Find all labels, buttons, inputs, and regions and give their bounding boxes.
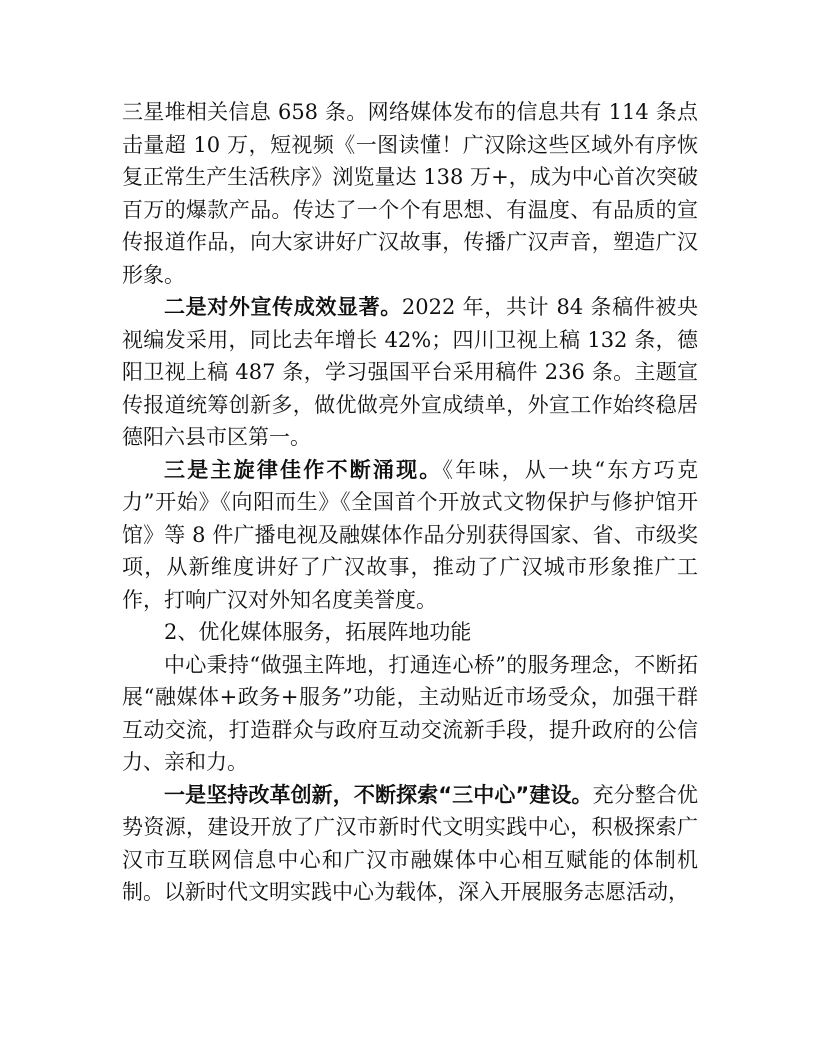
paragraph-1 [122,96,698,291]
section-heading [122,616,698,649]
paragraph-1-text: 三星堆相关信息 658 条。网络媒体发布的信息共有 114 条点击量超 10 万，短视频《一图读懂！广汉除这些区域外有序恢复正常生产生活秩序》浏览量达 138 万+，成为中心首次突破百万的爆款产品。传达了一个个有思想、有温度、有品质的宣传报道作品，向大家讲好广汉故事，传播广汉声音，塑造广汉形象。 [122,100,698,287]
section-heading-text: 2、优化媒体服务，拓展阵地功能 [164,620,472,644]
paragraph-3-text: 《年味，从一块“东方巧克力”开始》《向阳而生》《全国首个开放式文物保护与修护馆开馆》等 8 件广播电视及融媒体作品分别获得国家、省、市级奖项，从新维度讲好了广汉故事，推动了广汉城市形象推广工作，打响广汉对外知名度美誉度。 [122,457,698,612]
paragraph-6 [122,779,698,909]
paragraph-2-text: 2022 年，共计 84 条稿件被央视编发采用，同比去年增长 42%；四川卫视上稿 132 条，德阳卫视上稿 487 条，学习强国平台采用稿件 236 条。主题宣传报道统筹创新多，做优做亮外宣成绩单，外宣工作始终稳居德阳六县市区第一。 [122,295,698,449]
paragraph-6-text: 充分整合优势资源，建设开放了广汉市新时代文明实践中心，积极探索广汉市互联网信息中心和广汉市融媒体中心相互赋能的体制机制。以新时代文明实践中心为载体，深入开展服务志愿活动， [122,782,699,904]
paragraph-5-text: 中心秉持“做强主阵地，打通连心桥”的服务理念，不断拓展“融媒体+政务+服务”功能，主动贴近市场受众，加强干群互动交流，打造群众与政府互动交流新手段，提升政府的公信力、亲和力。 [122,652,698,774]
paragraph-2-lead: 二是对外宣传成效显著。 [164,295,402,319]
paragraph-2 [122,291,698,454]
document-page [122,96,698,909]
paragraph-6-lead: 一是坚持改革创新，不断探索“三中心”建设。 [164,782,593,807]
paragraph-5 [122,649,698,779]
paragraph-3 [122,454,698,617]
paragraph-3-lead: 三是主旋律佳作不断涌现。 [164,457,443,482]
